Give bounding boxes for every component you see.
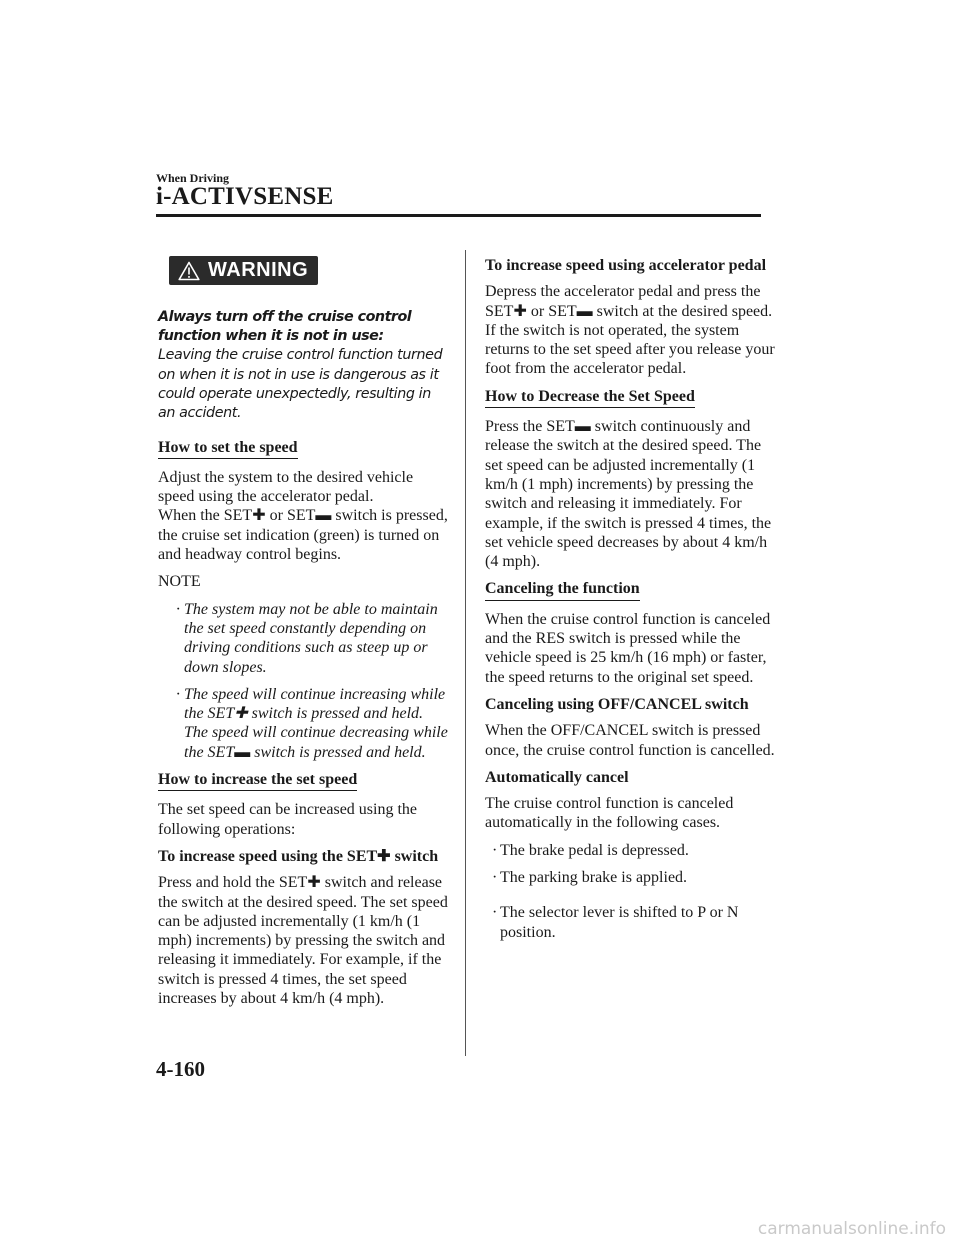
increase-set-switch-paragraph: Press and hold the SET✚ switch and release the switch at the desired speed. The set speed can be adjusted incrementally (1 km/h (1 mph) increments) by pressing the switch and releasing it immediately. For example, if the switch is pressed 4 times, the set speed increases by about 4 km/h (4 mph). [158,874,448,1007]
plus-icon: ✚ [513,302,527,320]
canceling-heading: Canceling the function [485,579,640,600]
warning-triangle-icon [178,261,200,281]
auto-cancel-paragraph: The cruise control function is canceled automatically in the following cases. [485,795,734,832]
list-item: · The brake pedal is depressed. [492,841,689,859]
set-speed-heading: How to set the speed [158,438,298,459]
decrease-speed-paragraph: Press the SET▬ switch continuously and release the switch at the desired speed. The set speed can be adjusted incrementally (1 km/h (1 mph) increments) by pressing the switch and releasing it immediately. For example, if the switch is pressed 4 times, the set vehicle speed decreases by about 4 km/h (4 mph). [485,418,772,571]
plus-icon: ✚ [252,507,266,525]
note-item: · The speed will continue increasing while the SET✚ switch is pressed and held. The speed will continue decreasing while the SET▬ switch is pressed and held. [176,685,448,761]
column-divider [465,250,466,1056]
page-number: 4-160 [156,1057,205,1081]
list-item: · The selector lever is shifted to P or N position. [492,904,739,941]
note-item: · The system may not be able to maintain the set speed constantly depending on driving conditions such as steep up or down slopes. [176,600,438,676]
right-column [485,256,775,950]
auto-cancel-heading: Automatically cancel [485,768,629,786]
plus-icon: ✚ [307,874,321,892]
warning-body: Leaving the cruise control function turned on when it is not in use is dangerous as it could operate unexpectedly, resulting in an accident. [158,347,443,422]
plus-icon: ✚ [234,705,248,723]
accelerator-heading: To increase speed using accelerator pedal [485,257,767,274]
watermark: carmanualsonline.info [757,1219,946,1239]
off-cancel-heading: Canceling using OFF/CANCEL switch [485,695,749,713]
section-label: When Driving [156,171,230,185]
minus-icon: ▬ [315,507,332,525]
minus-icon: ▬ [574,418,591,436]
list-item: · The parking brake is applied. [492,869,688,887]
increase-speed-paragraph: The set speed can be increased using the following operations: [158,801,418,838]
page-title: i-ACTIVSENSE [156,183,334,210]
header-rule [156,214,761,217]
accelerator-paragraph: Depress the accelerator pedal and press the SET✚ or SET▬ switch at the desired speed. If the switch is not operated, the system returns to the set speed after you release your foot from the accelerator pedal. [485,283,775,378]
set-speed-paragraph-1: Adjust the system to the desired vehicle speed using the accelerator pedal. [158,468,414,506]
warning-banner [169,256,318,285]
minus-icon: ▬ [234,743,251,761]
increase-set-switch-heading: To increase speed using the SET✚ switch [158,847,439,865]
warning-label: WARNING [208,258,309,281]
note-label: NOTE [158,573,201,591]
warning-heading: Always turn off the cruise control function when it is not in use: [158,308,412,345]
minus-icon: ▬ [576,302,593,320]
decrease-speed-heading: How to Decrease the Set Speed [485,387,695,408]
canceling-paragraph: When the cruise control function is canceled and the RES switch is pressed while the vehicle speed is 25 km/h (16 mph) or faster, the speed returns to the original set speed. [485,610,771,686]
left-column [158,256,448,1016]
increase-speed-heading: How to increase the set speed [158,770,357,791]
off-cancel-paragraph: When the OFF/CANCEL switch is pressed once, the cruise control function is cancelled. [485,722,775,759]
set-speed-paragraph-2: When the SET✚ or SET▬ switch is pressed, the cruise set indication (green) is turned on and headway control begins. [158,507,448,564]
plus-icon: ✚ [377,847,391,865]
